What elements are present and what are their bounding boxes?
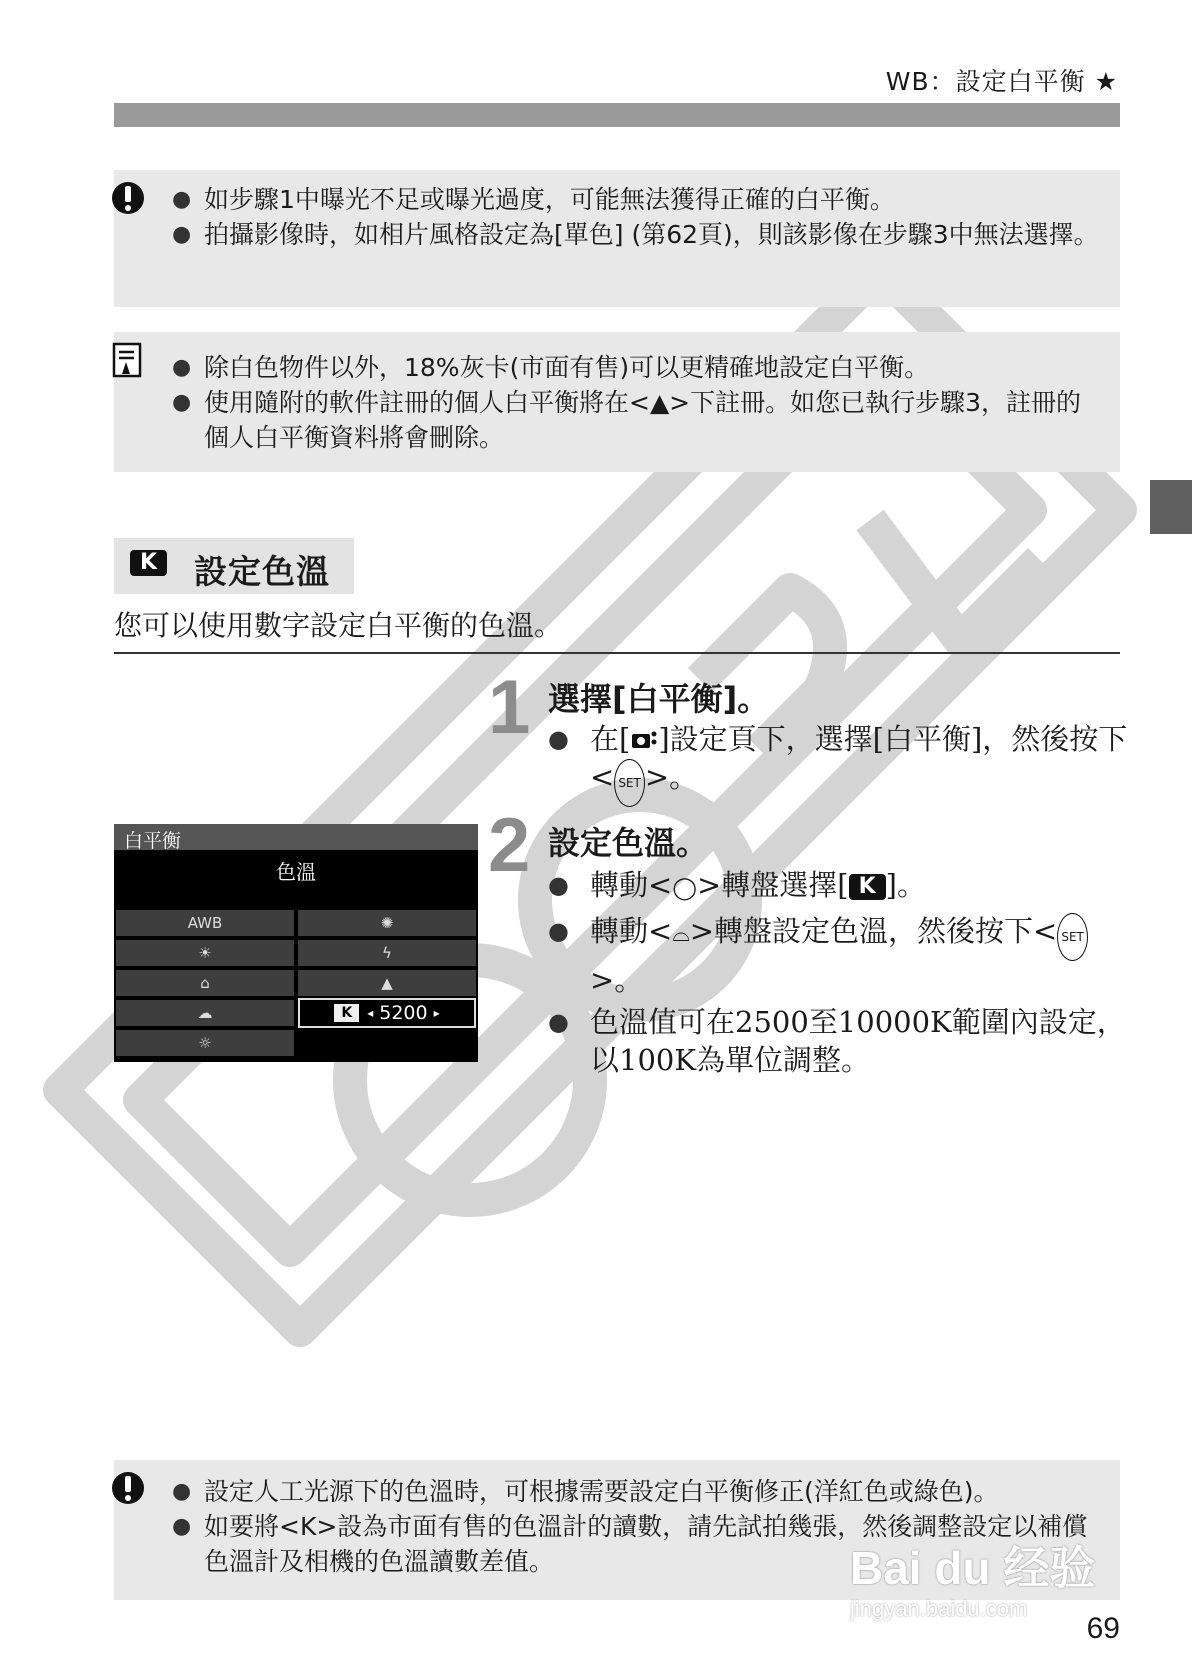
wb-option-awb[interactable]: AWB	[116, 910, 294, 936]
camera-lcd-screen	[114, 824, 478, 1062]
main-dial-icon: ⌓	[672, 922, 690, 947]
lcd-title: 白平衡	[124, 830, 182, 852]
list-item: ● 如步驟1中曝光不足或曝光過度，可能無法獲得正確的白平衡。	[114, 182, 1120, 217]
kelvin-icon: K	[849, 874, 886, 900]
step-bullets	[548, 720, 1128, 811]
step-bullets	[548, 866, 1128, 1083]
chapter-side-tab	[1150, 480, 1192, 534]
lcd-subtitle: 色溫	[276, 860, 316, 884]
bullet-icon: ●	[548, 725, 569, 753]
bullet-icon: ●	[172, 1514, 192, 1539]
section-title: 設定色溫	[194, 552, 330, 591]
kelvin-icon: K	[334, 1004, 359, 1022]
arrow-left-icon: ◂	[367, 1006, 374, 1020]
step-title: 設定色溫。	[548, 824, 709, 862]
wb-option-custom[interactable]: ▲	[298, 970, 476, 996]
baidu-watermark-url: jingyan.baidu.com	[850, 1596, 1028, 1621]
list-item: ● 轉動<⌓>轉盤設定色溫，然後按下< SET>。	[548, 912, 1128, 999]
bullet-icon: ●	[548, 871, 569, 899]
lcd-header	[114, 824, 478, 850]
wb-option-cloudy[interactable]: ☁	[116, 1000, 294, 1026]
arrow-right-icon: ▸	[433, 1006, 440, 1020]
bullet-icon: ●	[172, 222, 192, 247]
list-item: ● 如要將<K>設為市面有售的色溫計的讀數，請先試拍幾張，然後調整設定以補償色溫計及相機的色溫讀數差值。	[114, 1509, 1120, 1579]
intro-text: 您可以使用數字設定白平衡的色溫。	[114, 609, 563, 642]
color-temp-value: 5200	[379, 1002, 428, 1024]
list-item: ● 使用隨附的軟件註冊的個人白平衡將在<▲>下註冊。如您已執行步驟3，註冊的個人白平衡資料將會刪除。	[114, 385, 1120, 455]
memo-box	[114, 332, 1120, 472]
bullet-icon: ●	[172, 390, 192, 415]
baidu-watermark-logo: Bai du 经验	[850, 1542, 1096, 1594]
page-number: 69	[1086, 1612, 1120, 1645]
bullet-icon: ●	[172, 1479, 192, 1504]
section-header	[114, 538, 354, 594]
header-bar	[114, 103, 1120, 127]
set-button-icon: SET	[1057, 913, 1088, 961]
bullet-icon: ●	[172, 355, 192, 380]
list-item: ● 設定人工光源下的色溫時，可根據需要設定白平衡修正(洋紅色或綠色)。	[114, 1474, 1120, 1509]
caution-box	[114, 170, 1120, 307]
step-title: 選擇[白平衡]。	[548, 680, 770, 718]
wb-option-color-temperature[interactable]	[298, 998, 476, 1028]
list-item: ● 在[ ]設定頁下，選擇[白平衡]，然後按下< SET >。	[548, 720, 1128, 807]
list-item: ● 色溫值可在2500至10000K範圍內設定，以100K為單位調整。	[548, 1005, 1126, 1077]
wb-option-flash[interactable]: ϟ	[298, 940, 476, 966]
quick-control-dial-icon: ◯	[672, 876, 697, 901]
camera-tab-icon	[630, 728, 658, 752]
bullet-icon: ●	[548, 917, 569, 945]
bullet-icon: ●	[548, 1008, 569, 1036]
set-button-icon: SET	[614, 759, 645, 807]
wb-option-fluorescent[interactable]: ✺	[298, 910, 476, 936]
step-number: 1	[488, 665, 531, 750]
list-item: ● 轉動<◯>轉盤選擇[ K ]。	[548, 866, 1128, 908]
bullet-icon: ●	[172, 187, 192, 212]
list-item: ● 拍攝影像時，如相片風格設定為[單色] (第62頁)，則該影像在步驟3中無法選擇。	[114, 217, 1120, 252]
list-item: ● 除白色物件以外，18%灰卡(市面有售)可以更精確地設定白平衡。	[114, 350, 1120, 385]
divider	[114, 652, 1120, 654]
kelvin-icon: K	[130, 550, 167, 576]
page-header-title: WB：設定白平衡 ★	[885, 67, 1118, 96]
step-number: 2	[488, 803, 531, 888]
wb-option-tungsten[interactable]: ☼	[116, 1030, 294, 1056]
wb-option-shade[interactable]: ⌂	[116, 970, 294, 996]
wb-option-daylight[interactable]: ☀	[116, 940, 294, 966]
